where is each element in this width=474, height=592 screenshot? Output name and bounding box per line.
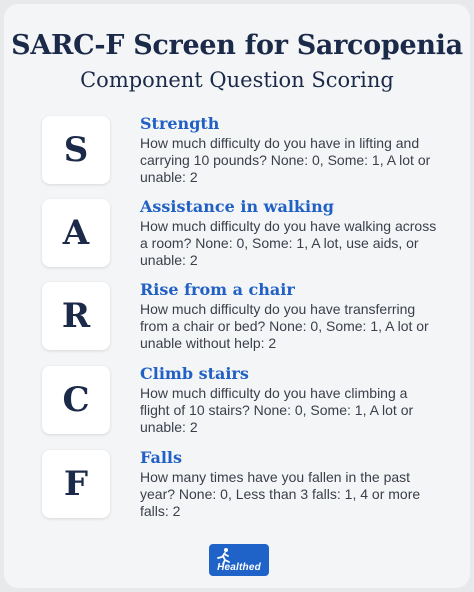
letter-badge-r: R [42,282,110,350]
item-heading: Falls [140,448,183,467]
item-description: How much difficulty do you have walking across a room? None: 0, Some: 1, A lot, use aids, or unable: 2 [140,218,437,268]
item-body [140,279,440,352]
item-body [140,447,440,520]
letter-badge-a: A [42,199,110,267]
page-title: SARC-F Screen for Sarcopenia [11,30,463,61]
letter-badge-f: F [42,450,110,518]
sarc-f-card [4,4,470,588]
item-description: How much difficulty do you have climbing a flight of 10 stairs? None: 0, Some: 1, A lot or unable: 2 [140,385,414,435]
letter-badge-s: S [42,116,110,184]
item-body [140,113,440,186]
item-heading: Climb stairs [140,364,249,383]
page-subtitle: Component Question Scoring [80,68,394,92]
letter-badge-c: C [42,366,110,434]
item-body [140,196,440,269]
item-heading: Rise from a chair [140,280,295,299]
item-rise-from-a-chair [4,282,470,354]
item-heading: Strength [140,114,220,133]
item-climb-stairs [4,366,470,438]
item-description: How much difficulty do you have transferring from a chair or bed? None: 0, Some: 1, A lot or unable without help: 2 [140,301,429,351]
logo-text: Healthed [217,562,261,573]
item-heading: Assistance in walking [140,197,334,216]
item-assistance-in-walking [4,199,470,271]
item-description: How many times have you fallen in the past year? None: 0, Less than 3 falls: 1, 4 or more falls: 2 [140,469,421,519]
item-body [140,363,440,436]
item-strength [4,116,470,188]
item-description: How much difficulty do you have in lifting and carrying 10 pounds? None: 0, Some: 1, A lot or unable: 2 [140,135,431,185]
item-falls [4,450,470,522]
healthed-logo [209,544,269,576]
